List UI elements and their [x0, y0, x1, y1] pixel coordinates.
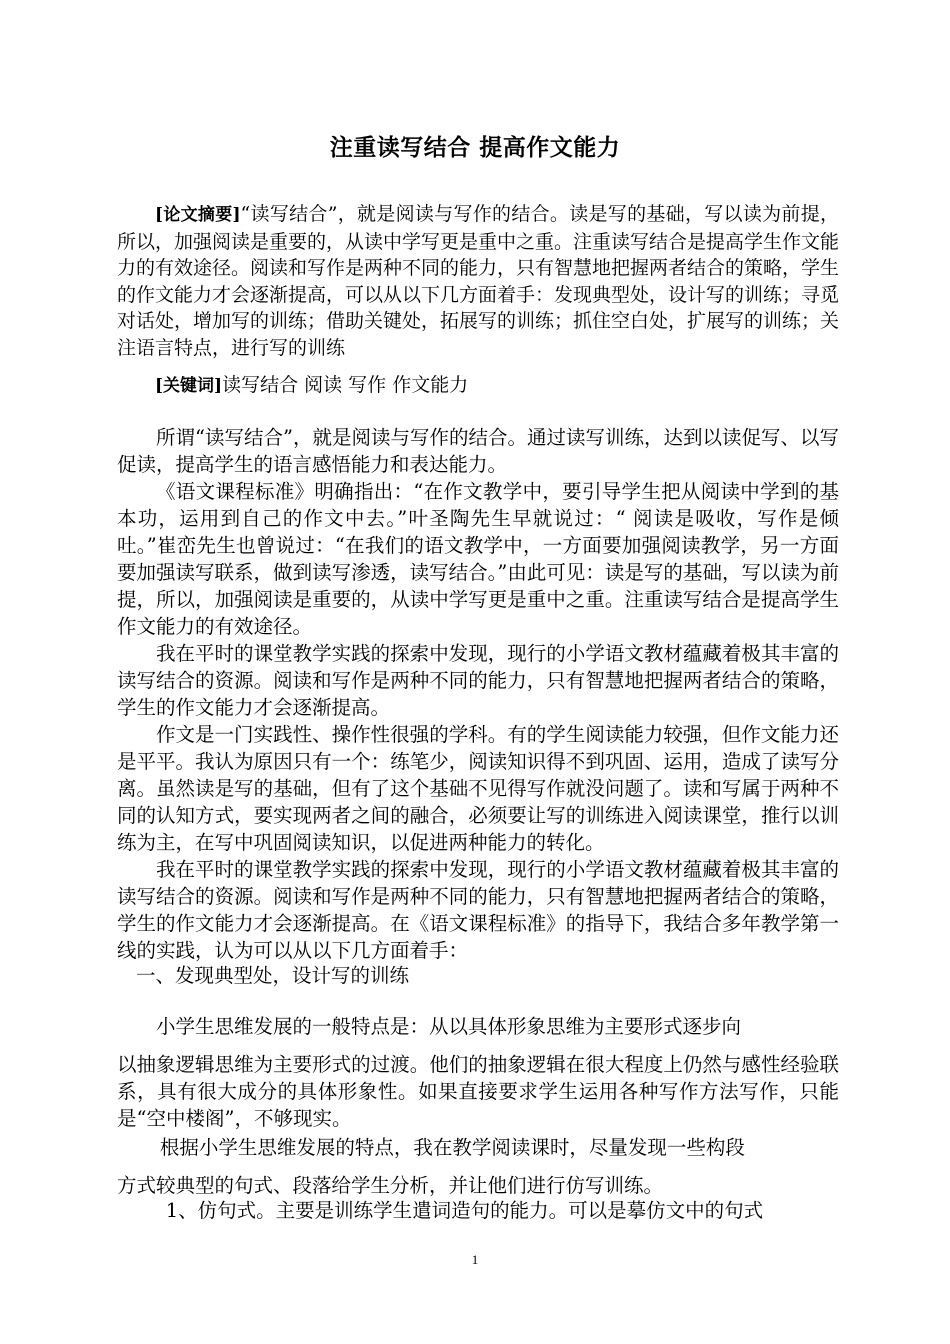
page-title: 注重读写结合 提高作文能力 — [329, 135, 621, 161]
paragraph: 《语文课程标准》明确指出：“在作文教学中，要引导学生把从阅读中学到的基本功，运用到自己的作文中去。”叶圣陶先生早就说过：“ 阅读是吸收，写作是倾吐。”崔峦先生也曾说过：“在我们的语文教学中，一方面要加强阅读教学，另一方面要加强读写联系，做到读写渗透，读写结合。”由此可见：读是写的基础，写以读为前提，所以，加强阅读是重要的，从读中学写更是重中之重。注重读写结合是提高学生作文能力的有效途径。 — [117, 480, 839, 638]
section-heading: 一、发现典型处，设计写的训练 — [136, 964, 410, 987]
paragraph-continuation: 方式较典型的句式、段落给学生分析，并让他们进行仿写训练。 — [117, 1174, 664, 1197]
paragraph-first-line: 根据小学生思维发展的特点，我在教学阅读课时，尽量发现一些构段 — [159, 1136, 745, 1159]
paragraph-first-line: 小学生思维发展的一般特点是：从以具体形象思维为主要形式逐步向 — [156, 1015, 742, 1038]
abstract-label: [论文摘要] — [155, 205, 241, 225]
section-paragraph — [117, 1134, 839, 1199]
keywords — [117, 372, 839, 399]
body-text — [117, 424, 839, 964]
abstract — [117, 201, 839, 361]
paragraph-continuation: 以抽象逻辑思维为主要形式的过渡。他们的抽象逻辑在很大程度上仍然与感性经验联系，具有很大成分的具体形象性。如果直接要求学生运用各种写作方法写作，只能是“空中楼阁”，不够现实。 — [117, 1053, 839, 1130]
paragraph: 所谓“读写结合”，就是阅读与写作的结合。通过读写训练，达到以读促写、以写促读，提高学生的语言感悟能力和表达能力。 — [117, 426, 839, 476]
section-paragraph — [117, 1197, 839, 1224]
keywords-text: 读写结合 阅读 写作 作文能力 — [222, 374, 469, 396]
paragraph: 作文是一门实践性、操作性很强的学科。有的学生阅读能力较强，但作文能力还是平平。我认为原因只有一个：练笔少，阅读知识得不到巩固、运用，造成了读写分离。虽然读是写的基础，但有了这个基础不见得写作就没问题了。读和写属于两种不同的认知方式，要实现两者之间的融合，必须要让写的训练进入阅读课堂，推行以训练为主，在写中巩固阅读知识，以促进两种能力的转化。 — [117, 723, 839, 854]
section-paragraph — [117, 1013, 839, 1132]
keywords-label: [关键词] — [155, 376, 223, 396]
page-number: 1 — [471, 1252, 479, 1267]
paragraph: 1、仿句式。主要是训练学生遣词造句的能力。可以是摹仿文中的句式 — [165, 1199, 764, 1222]
paragraph: 我在平时的课堂教学实践的探索中发现，现行的小学语文教材蕴藏着极其丰富的读写结合的资源。阅读和写作是两种不同的能力，只有智慧地把握两者结合的策略，学生的作文能力才会逐渐提高。在《语文课程标准》的指导下，我结合多年教学第一线的实践，认为可以从以下几方面着手： — [117, 858, 839, 962]
abstract-text: “读写结合”，就是阅读与写作的结合。读是写的基础，写以读为前提，所以，加强阅读是重要的，从读中学写更是重中之重。注重读写结合是提高学生作文能力的有效途径。阅读和写作是两种不同的能力，只有智慧地把握两者结合的策略，学生的作文能力才会逐渐提高，可以从以下几方面着手：发现典型处，设计写的训练；寻觅对话处，增加写的训练；借助关键处，拓展写的训练；抓住空白处，扩展写的训练；关注语言特点，进行写的训练 — [117, 203, 840, 359]
paragraph: 我在平时的课堂教学实践的探索中发现，现行的小学语文教材蕴藏着极其丰富的读写结合的资源。阅读和写作是两种不同的能力，只有智慧地把握两者结合的策略，学生的作文能力才会逐渐提高。 — [117, 642, 839, 719]
